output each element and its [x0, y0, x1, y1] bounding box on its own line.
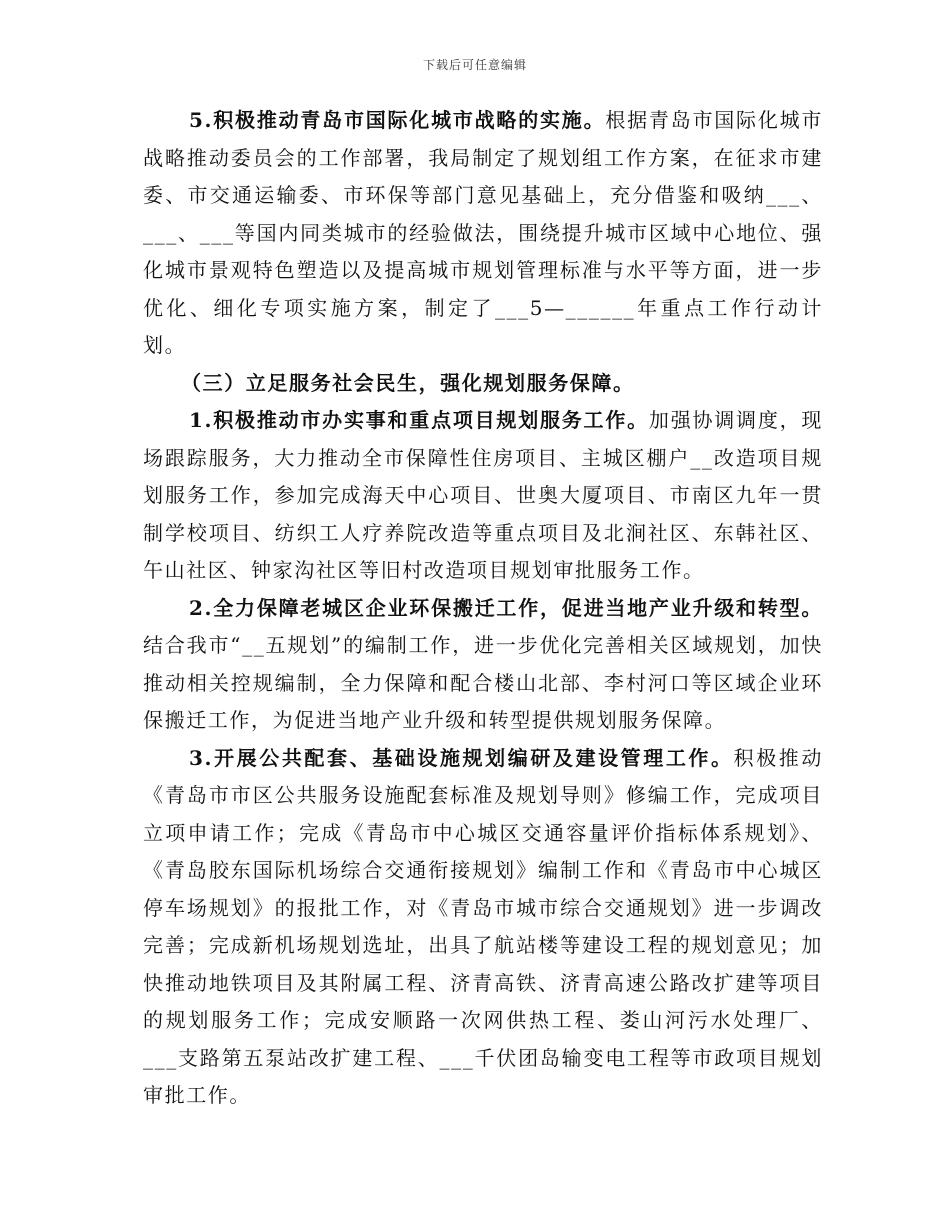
paragraph-lead: 5.积极推动青岛市国际化城市战略的实施。	[189, 108, 606, 132]
paragraph-enterprise-relocation	[143, 590, 823, 740]
paragraph-lead: 1.积极推动市办实事和重点项目规划服务工作。	[189, 408, 649, 432]
document-body	[143, 102, 823, 1115]
paragraph-international-strategy	[143, 102, 823, 365]
paragraph-key-projects	[143, 402, 823, 590]
paragraph-lead: 3.开展公共配套、基础设施规划编研及建设管理工作。	[189, 745, 734, 770]
paragraph-infrastructure	[143, 740, 823, 1115]
paragraph-body: 加强协调调度，现场跟踪服务，大力推动全市保障性住房项目、主城区棚户__改造项目规划服务工作，参加完成海天中心项目、世奥大厦项目、市南区九年一贯制学校项目、纺织工人疗养院改造等重点项目及北涧社区、东韩社区、午山社区、钟家沟社区等旧村改造项目规划审批服务工作。	[143, 408, 823, 582]
section-heading-3: （三）立足服务社会民生，强化规划服务保障。	[181, 370, 635, 395]
paragraph-lead: 2.全力保障老城区企业环保搬迁工作，促进当地产业升级和转型。	[189, 595, 823, 620]
paragraph-body: 结合我市“__五规划”的编制工作，进一步优化完善相关区域规划，加快推动相关控规编制，全力保障和配合楼山北部、李村河口等区域企业环保搬迁工作，为促进当地产业升级和转型提供规划服务保障。	[143, 633, 823, 732]
page-header: 下载后可任意编辑	[422, 58, 527, 72]
paragraph-body: 根据青岛市国际化城市战略推动委员会的工作部署，我局制定了规划组工作方案，在征求市建委、市交通运输委、市环保等部门意见基础上，充分借鉴和吸纳___、___、___等国内同类城市的经验做法，围绕提升城市区域中心地位、强化城市景观特色塑造以及提高城市规划管理标准与水平等方面，进一步优化、细化专项实施方案，制定了___5—______年重点工作行动计划。	[143, 108, 824, 357]
paragraph-body: 积极推动《青岛市市区公共服务设施配套标准及规划导则》修编工作，完成项目立项申请工作；完成《青岛市中心城区交通容量评价指标体系规划》、《青岛胶东国际机场综合交通衔接规划》编制工作和《青岛市中心城区停车场规划》的报批工作，对《青岛市城市综合交通规划》进一步调改完善；完成新机场规划选址，出具了航站楼等建设工程的规划意见；加快推动地铁项目及其附属工程、济青高铁、济青高速公路改扩建等项目的规划服务工作；完成安顺路一次网供热工程、娄山河污水处理厂、___支路第五泵站改扩建工程、___千伏团岛输变电工程等市政项目规划审批工作。	[143, 745, 823, 1107]
